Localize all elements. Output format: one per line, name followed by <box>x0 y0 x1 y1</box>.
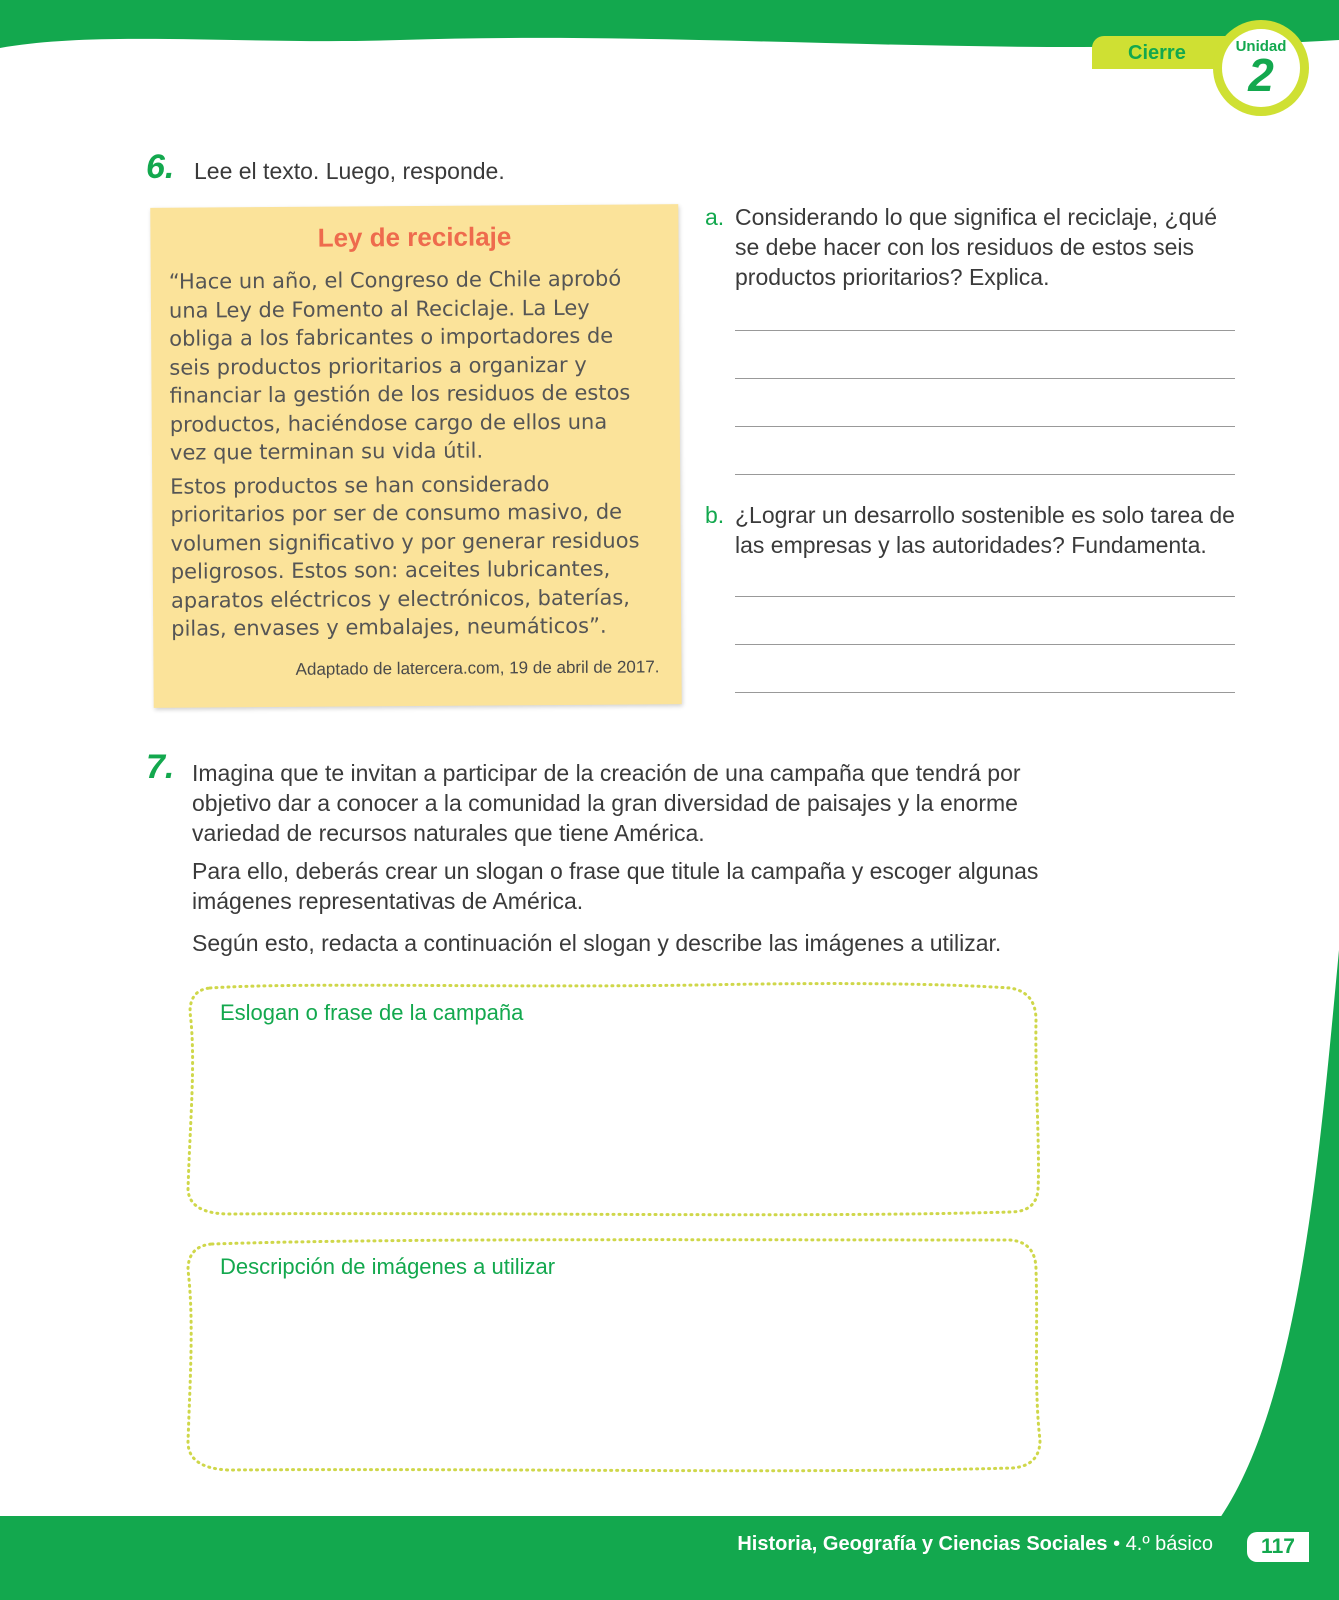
unit-badge <box>1213 20 1309 116</box>
footer-bullet: • <box>1113 1533 1121 1555</box>
note-title: Ley de reciclaje <box>317 221 512 253</box>
footer-subject: Historia, Geografía y Ciencias Sociales <box>737 1533 1108 1555</box>
question-6-number: 6. <box>146 148 175 186</box>
footer-subject-line <box>737 1533 1213 1556</box>
images-answer-area[interactable] <box>200 1294 1020 1454</box>
answer-line-b1[interactable] <box>735 596 1235 597</box>
slogan-answer-area[interactable] <box>200 1040 1020 1200</box>
question-6-instruction: Lee el texto. Luego, responde. <box>194 158 505 184</box>
unit-label: Unidad <box>1235 38 1287 55</box>
question-7-paragraph-1: Imagina que te invitan a participar de la creación de una campaña que tendrá por objetivo dar a conocer a la comunidad la gran diversidad de paisajes y la enorme variedad de recursos naturales que tiene América. <box>192 760 1021 846</box>
unit-number: 2 <box>1248 49 1274 101</box>
question-7-number: 7. <box>146 748 175 786</box>
note-source: Adaptado de latercera.com, 19 de abril de 2017. <box>295 657 660 679</box>
slogan-box-label: Eslogan o frase de la campaña <box>220 1000 524 1025</box>
answer-line-a4[interactable] <box>735 474 1235 475</box>
note-body <box>169 264 652 648</box>
images-box-label: Descripción de imágenes a utilizar <box>220 1254 556 1279</box>
question-7-paragraph-3: Según esto, redacta a continuación el slogan y describe las imágenes a utilizar. <box>192 930 1002 956</box>
section-label: Cierre <box>1128 42 1186 64</box>
note-card <box>150 204 681 708</box>
subquestion-b-letter: b. <box>705 502 725 528</box>
subquestion-b-text: ¿Lograr un desarrollo sostenible es solo tarea de las empresas y las autoridades? Fundamenta. <box>735 502 1235 558</box>
answer-line-b2[interactable] <box>735 644 1235 645</box>
note-paragraph-1: “Hace un año, el Congreso de Chile aprobó una Ley de Fomento al Reciclaje. La Ley obliga a los fabricantes o importadores de seis productos prioritarios a organizar y financiar la gestión de los residuos de estos productos, haciéndose cargo de ellos una vez que terminan su vida útil. <box>168 266 631 465</box>
question-7-paragraph-2: Para ello, deberás crear un slogan o frase que titule la campaña y escoger algunas imágenes representativas de América. <box>192 858 1039 914</box>
footer-grade: 4.º básico <box>1125 1533 1213 1555</box>
answer-line-a2[interactable] <box>735 378 1235 379</box>
note-paragraph-2: Estos productos se han considerado prioritarios por ser de consumo masivo, de volumen significativo y por generar residuos peligrosos. Estos son: aceites lubricantes, aparatos eléctricos y electrónicos, baterías, pilas, envases y embalajes, neumáticos”. <box>170 471 640 641</box>
subquestion-a-letter: a. <box>705 204 725 230</box>
page-number: 117 <box>1247 1532 1309 1562</box>
answer-line-a3[interactable] <box>735 426 1235 427</box>
subquestion-a-text: Considerando lo que significa el reciclaje, ¿qué se debe hacer con los residuos de estos seis productos prioritarios? Explica. <box>735 204 1218 290</box>
footer-band <box>0 1516 1339 1600</box>
answer-line-a1[interactable] <box>735 330 1235 331</box>
answer-line-b3[interactable] <box>735 692 1235 693</box>
right-green-band <box>1220 950 1339 1518</box>
